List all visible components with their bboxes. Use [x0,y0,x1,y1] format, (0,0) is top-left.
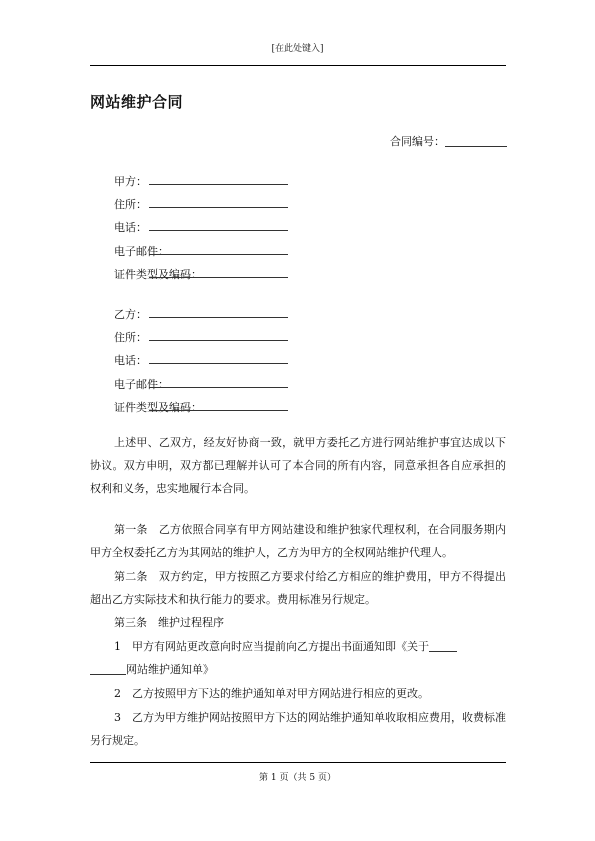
article-1-paragraph: 第一条 乙方依照合同享有甲方网站建设和维护独家代理权利，在合同服务期内甲方全权委托乙方为其网站的维护人，乙方为甲方的全权网站维护代理人。 [90,523,506,559]
page-header[interactable]: [在此处键入] [271,44,324,54]
article-3-item-1-line-2 [90,658,506,681]
contract-number-field[interactable] [390,133,507,149]
party-a-address-line [114,196,202,219]
party-b-id-line [114,399,202,422]
party-a-phone-blank[interactable] [149,220,288,231]
article-3-title: 第三条 维护过程程序 [114,616,224,629]
party-a-id-line [114,266,202,289]
item-1-blank-a[interactable] [429,641,457,652]
party-a-name-line [114,173,202,196]
party-b-phone-label: 电话： [114,354,147,368]
party-a-address-blank[interactable] [149,197,288,208]
item-1-text-continued: 网站维护通知单》 [126,663,214,676]
party-a-email-label: 电子邮件： [114,244,169,258]
party-a-phone-line [114,219,202,242]
party-a-email-blank[interactable] [149,244,288,255]
document-title: 网站维护合同 [90,93,184,111]
party-a-name-label: 甲方： [114,175,147,188]
party-a-id-blank[interactable] [149,267,288,278]
party-b-email-line [114,376,202,399]
party-b-email-label: 电子邮件： [114,377,169,391]
party-b-id-label: 证件类型及编码： [114,400,202,414]
party-b-id-blank[interactable] [149,400,288,411]
party-a-block [114,173,202,289]
article-3-item-2: 2 乙方按照甲方下达的维护通知单对甲方网站进行相应的更改。 [114,687,429,700]
party-b-phone-line [114,352,202,375]
contract-number-label: 合同编号： [390,135,445,148]
footer-divider [90,762,506,763]
party-b-email-blank[interactable] [149,377,288,388]
party-a-id-label: 证件类型及编码： [114,267,202,281]
party-b-address-label: 住所： [114,331,147,345]
page-number: 第 1 页（共 5 页） [259,773,336,783]
contract-number-blank[interactable] [445,136,507,147]
party-b-name-label: 乙方： [114,308,147,321]
party-a-email-line [114,243,202,266]
party-a-phone-label: 电话： [114,221,147,235]
party-b-name-line [114,306,202,329]
item-1-text: 1 甲方有网站更改意向时应当提前向乙方提出书面通知即《关于 [114,640,429,653]
party-b-address-line [114,329,202,352]
party-b-address-blank[interactable] [149,330,288,341]
party-a-address-label: 住所： [114,198,147,212]
party-a-name-blank[interactable] [149,174,288,185]
party-b-block [114,306,202,422]
party-b-phone-blank[interactable] [149,353,288,364]
article-3-item-3: 3 乙方为甲方维护网站按照甲方下达的网站维护通知单收取相应费用，收费标准另行规定。 [90,711,506,747]
intro-paragraph: 上述甲、乙双方，经友好协商一致，就甲方委托乙方进行网站维护事宜达成以下协议。双方申明，双方都已理解并认可了本合同的所有内容，同意承担各自应承担的权利和义务，忠实地履行本合同。 [90,436,506,495]
article-3-item-1-line-1 [90,635,506,658]
party-b-name-blank[interactable] [149,307,288,318]
article-2-paragraph: 第二条 双方约定，甲方按照乙方要求付给乙方相应的维护费用，甲方不得提出超出乙方实际技术和执行能力的要求。费用标准另行规定。 [90,570,506,606]
header-divider [90,65,506,66]
item-1-blank-b[interactable] [90,664,126,675]
